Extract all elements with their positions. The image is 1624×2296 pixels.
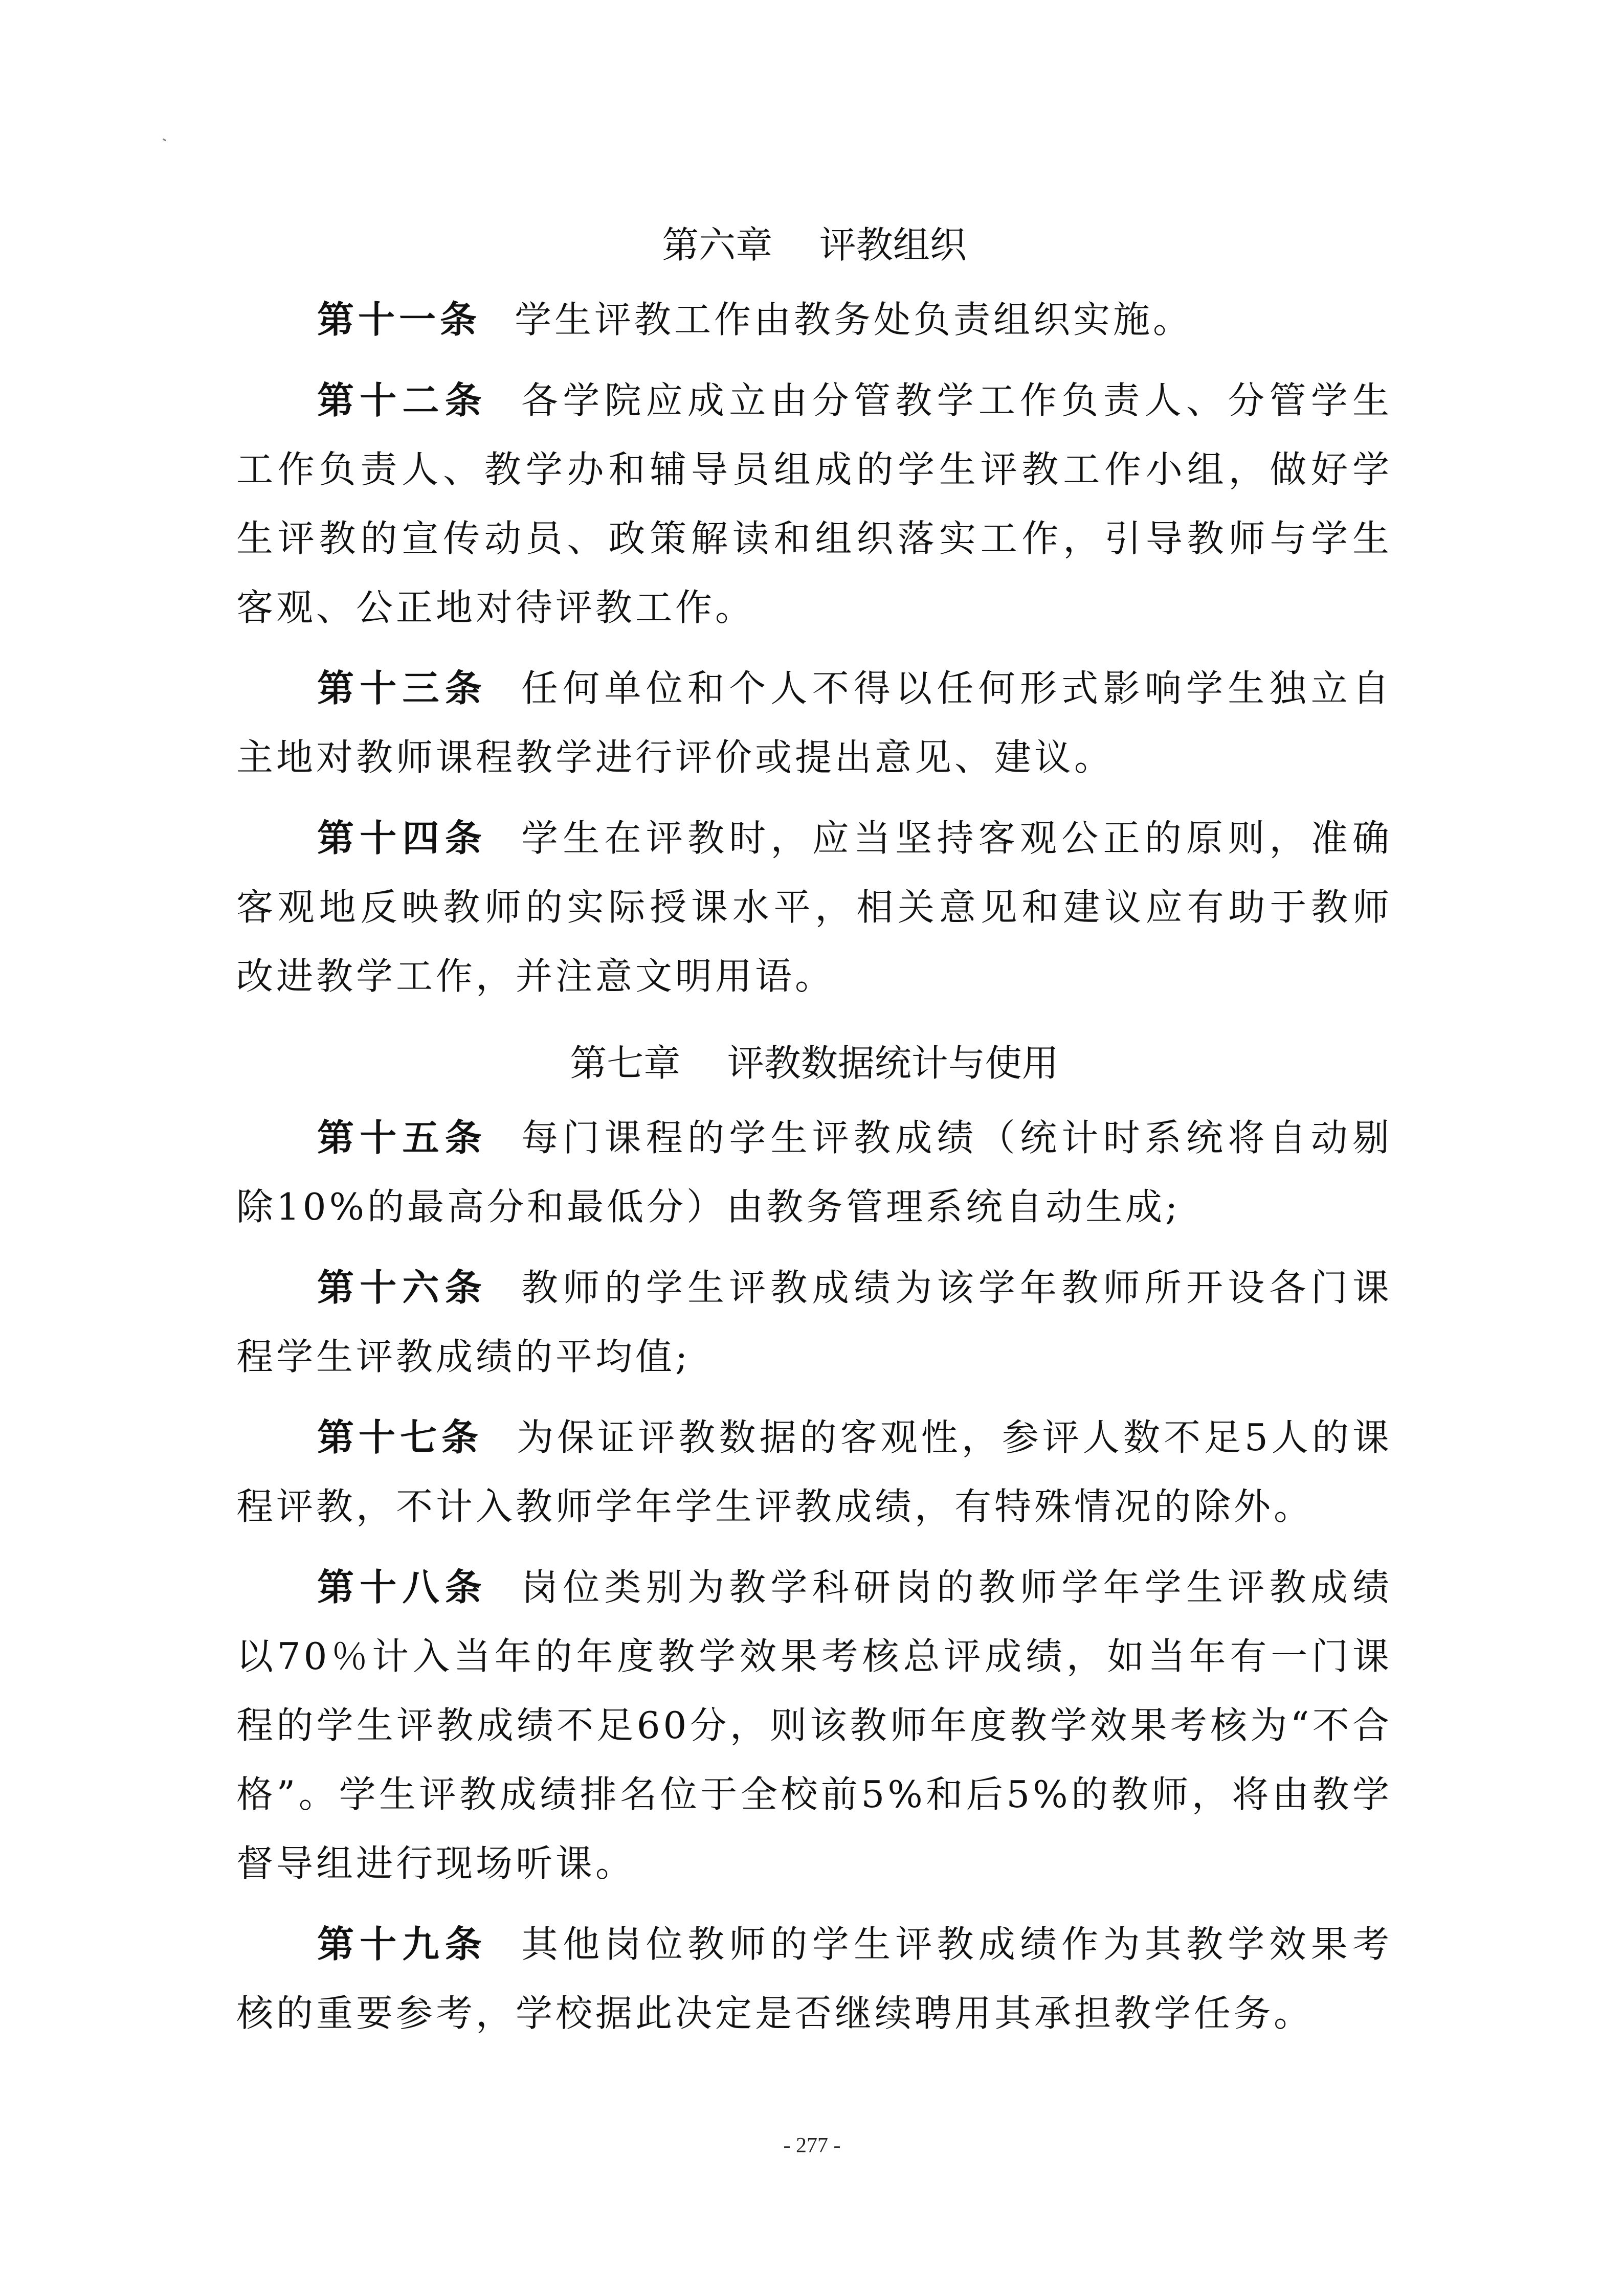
article-text: 教师的学生评教成绩为该学年教师所开设各门课程学生评教成绩的平均值;	[236, 1266, 1392, 1378]
document-body	[236, 205, 1392, 2060]
article-label: 第十一条	[317, 298, 481, 341]
article-paragraph	[236, 654, 1392, 792]
article-label: 第十三条	[317, 667, 487, 710]
article-text: 其他岗位教师的学生评教成绩作为其教学效果考核的重要参考，学校据此决定是否继续聘用其承担教学任务。	[236, 1923, 1392, 2035]
article-paragraph	[236, 1910, 1392, 2048]
article-paragraph	[236, 1253, 1392, 1391]
article-label: 第十四条	[317, 817, 487, 860]
article-text: 岗位类别为教学科研岗的教师学年学生评教成绩以70％计入当年的年度教学效果考核总评成绩，如当年有一门课程的学生评教成绩不足60分，则该教师年度教学效果考核为“不合格”。学生评教成绩排名位于全校前5%和后5%的教师，将由教学督导组进行现场听课。	[236, 1566, 1392, 1885]
article-label: 第十九条	[317, 1923, 487, 1966]
scan-speck	[163, 139, 167, 142]
article-paragraph	[236, 366, 1392, 642]
article-text: 任何单位和个人不得以任何形式影响学生独立自主地对教师课程教学进行评价或提出意见、建议。	[236, 667, 1392, 779]
article-paragraph	[236, 1553, 1392, 1898]
article-label: 第十六条	[317, 1266, 487, 1309]
article-text: 各学院应成立由分管教学工作负责人、分管学生工作负责人、教学办和辅导员组成的学生评教工作小组，做好学生评教的宣传动员、政策解读和组织落实工作，引导教师与学生客观、公正地对待评教工作。	[236, 379, 1392, 629]
article-text: 为保证评教数据的客观性，参评人数不足5人的课程评教，不计入教师学年学生评教成绩，有特殊情况的除外。	[236, 1416, 1392, 1528]
article-label: 第十五条	[317, 1116, 487, 1159]
article-label: 第十八条	[317, 1566, 487, 1609]
article-text: 学生评教工作由教务处负责组织实施。	[515, 298, 1193, 341]
article-paragraph	[236, 1403, 1392, 1541]
article-label: 第十七条	[317, 1416, 483, 1459]
article-text: 每门课程的学生评教成绩（统计时系统将自动剔除10%的最高分和最低分）由教务管理系统自动生成;	[236, 1116, 1392, 1228]
page-number: - 277 -	[783, 2134, 841, 2157]
article-paragraph	[236, 285, 1392, 354]
article-paragraph	[236, 804, 1392, 1011]
article-paragraph	[236, 1104, 1392, 1242]
article-text: 学生在评教时，应当坚持客观公正的原则，准确客观地反映教师的实际授课水平，相关意见和建议应有助于教师改进教学工作，并注意文明用语。	[236, 817, 1392, 998]
chapter-heading: 第六章 评教组织	[662, 223, 967, 266]
chapter-heading: 第七章 评教数据统计与使用	[570, 1042, 1059, 1085]
article-label: 第十二条	[317, 379, 487, 422]
